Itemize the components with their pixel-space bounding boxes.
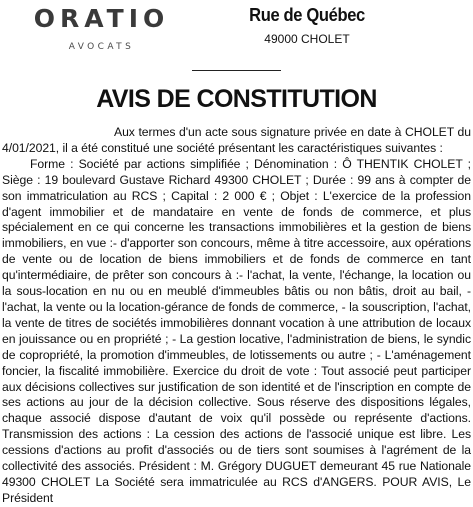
notice-paragraph-intro: Aux termes d'un acte sous signature privée en date à CHOLET du 4/01/2021, il a été constitué une société présentant les caractéristiques suivantes : — [2, 125, 471, 155]
logo-name: ORATIO — [33, 4, 170, 33]
logo-subtitle: AVOCATS — [68, 42, 135, 52]
address-street: Rue de Québec — [249, 5, 365, 25]
firm-address — [232, 4, 382, 46]
notice-title: AVIS DE CONSTITUTION — [96, 85, 377, 113]
notice-paragraph-details: Forme : Société par actions simplifiée ; Dénomination : Ô THENTIK CHOLET ; Siège : 19 boulevard Gustave Richard 49300 CHOLET ; Durée : 99 ans à compter de son immatriculation au RCS ; Capital : 2 000 € ; Objet : L'exercice de la profession d'agent immobilier et de mandataire en vente de fonds de commerce, et plus spécialement en ce qui concerne les transactions immobilières et la gestion de biens immobiliers, en vue :- d'apporter son concours, même à titre accessoire, aux opérations de vente ou de location de biens immobiliers et de fonds de commerce en tant qu'intermédiaire, de prêter son concours à :- l'achat, la vente, l'échange, la location ou la sous-location en nu ou en meublé d'immeubles bâtis ou non bâtis, droit au bail, - l'achat, la vente ou la location-gérance de fonds de commerce, - la souscription, l'achat, la vente de titres de sociétés immobilières donnant vocation à une attribution de locaux en jouissance ou en propriété ; - La gestion locative, l'administration de biens, le syndic de copropriété, la promotion d'immeubles, de lotissements ou autre ; - L'aménagement foncier, la fiscalité immobilière. Exercice du droit de vote : Tout associé peut participer aux décisions collectives sur justification de son identité et de l'inscription en compte de ses actions au jour de la décision collective. Sous réserve des dispositions légales, chaque associé dispose d'autant de voix qu'il possède ou représente d'actions. Transmission des actions : La cession des actions de l'associé unique est libre. Les cessions d'actions au profit d'associés ou de tiers sont soumises à l'agrément de la collectivité des associés. Président : M. Grégory DUGUET demeurant 45 rue Nationale 49300 CHOLET La Société sera immatriculée au RCS d'ANGERS. POUR AVIS, Le Président — [2, 156, 471, 505]
header-divider — [192, 70, 281, 71]
oratio-logo — [0, 4, 200, 53]
address-city: 49000 CHOLET — [264, 32, 350, 46]
notice-body — [2, 125, 471, 507]
